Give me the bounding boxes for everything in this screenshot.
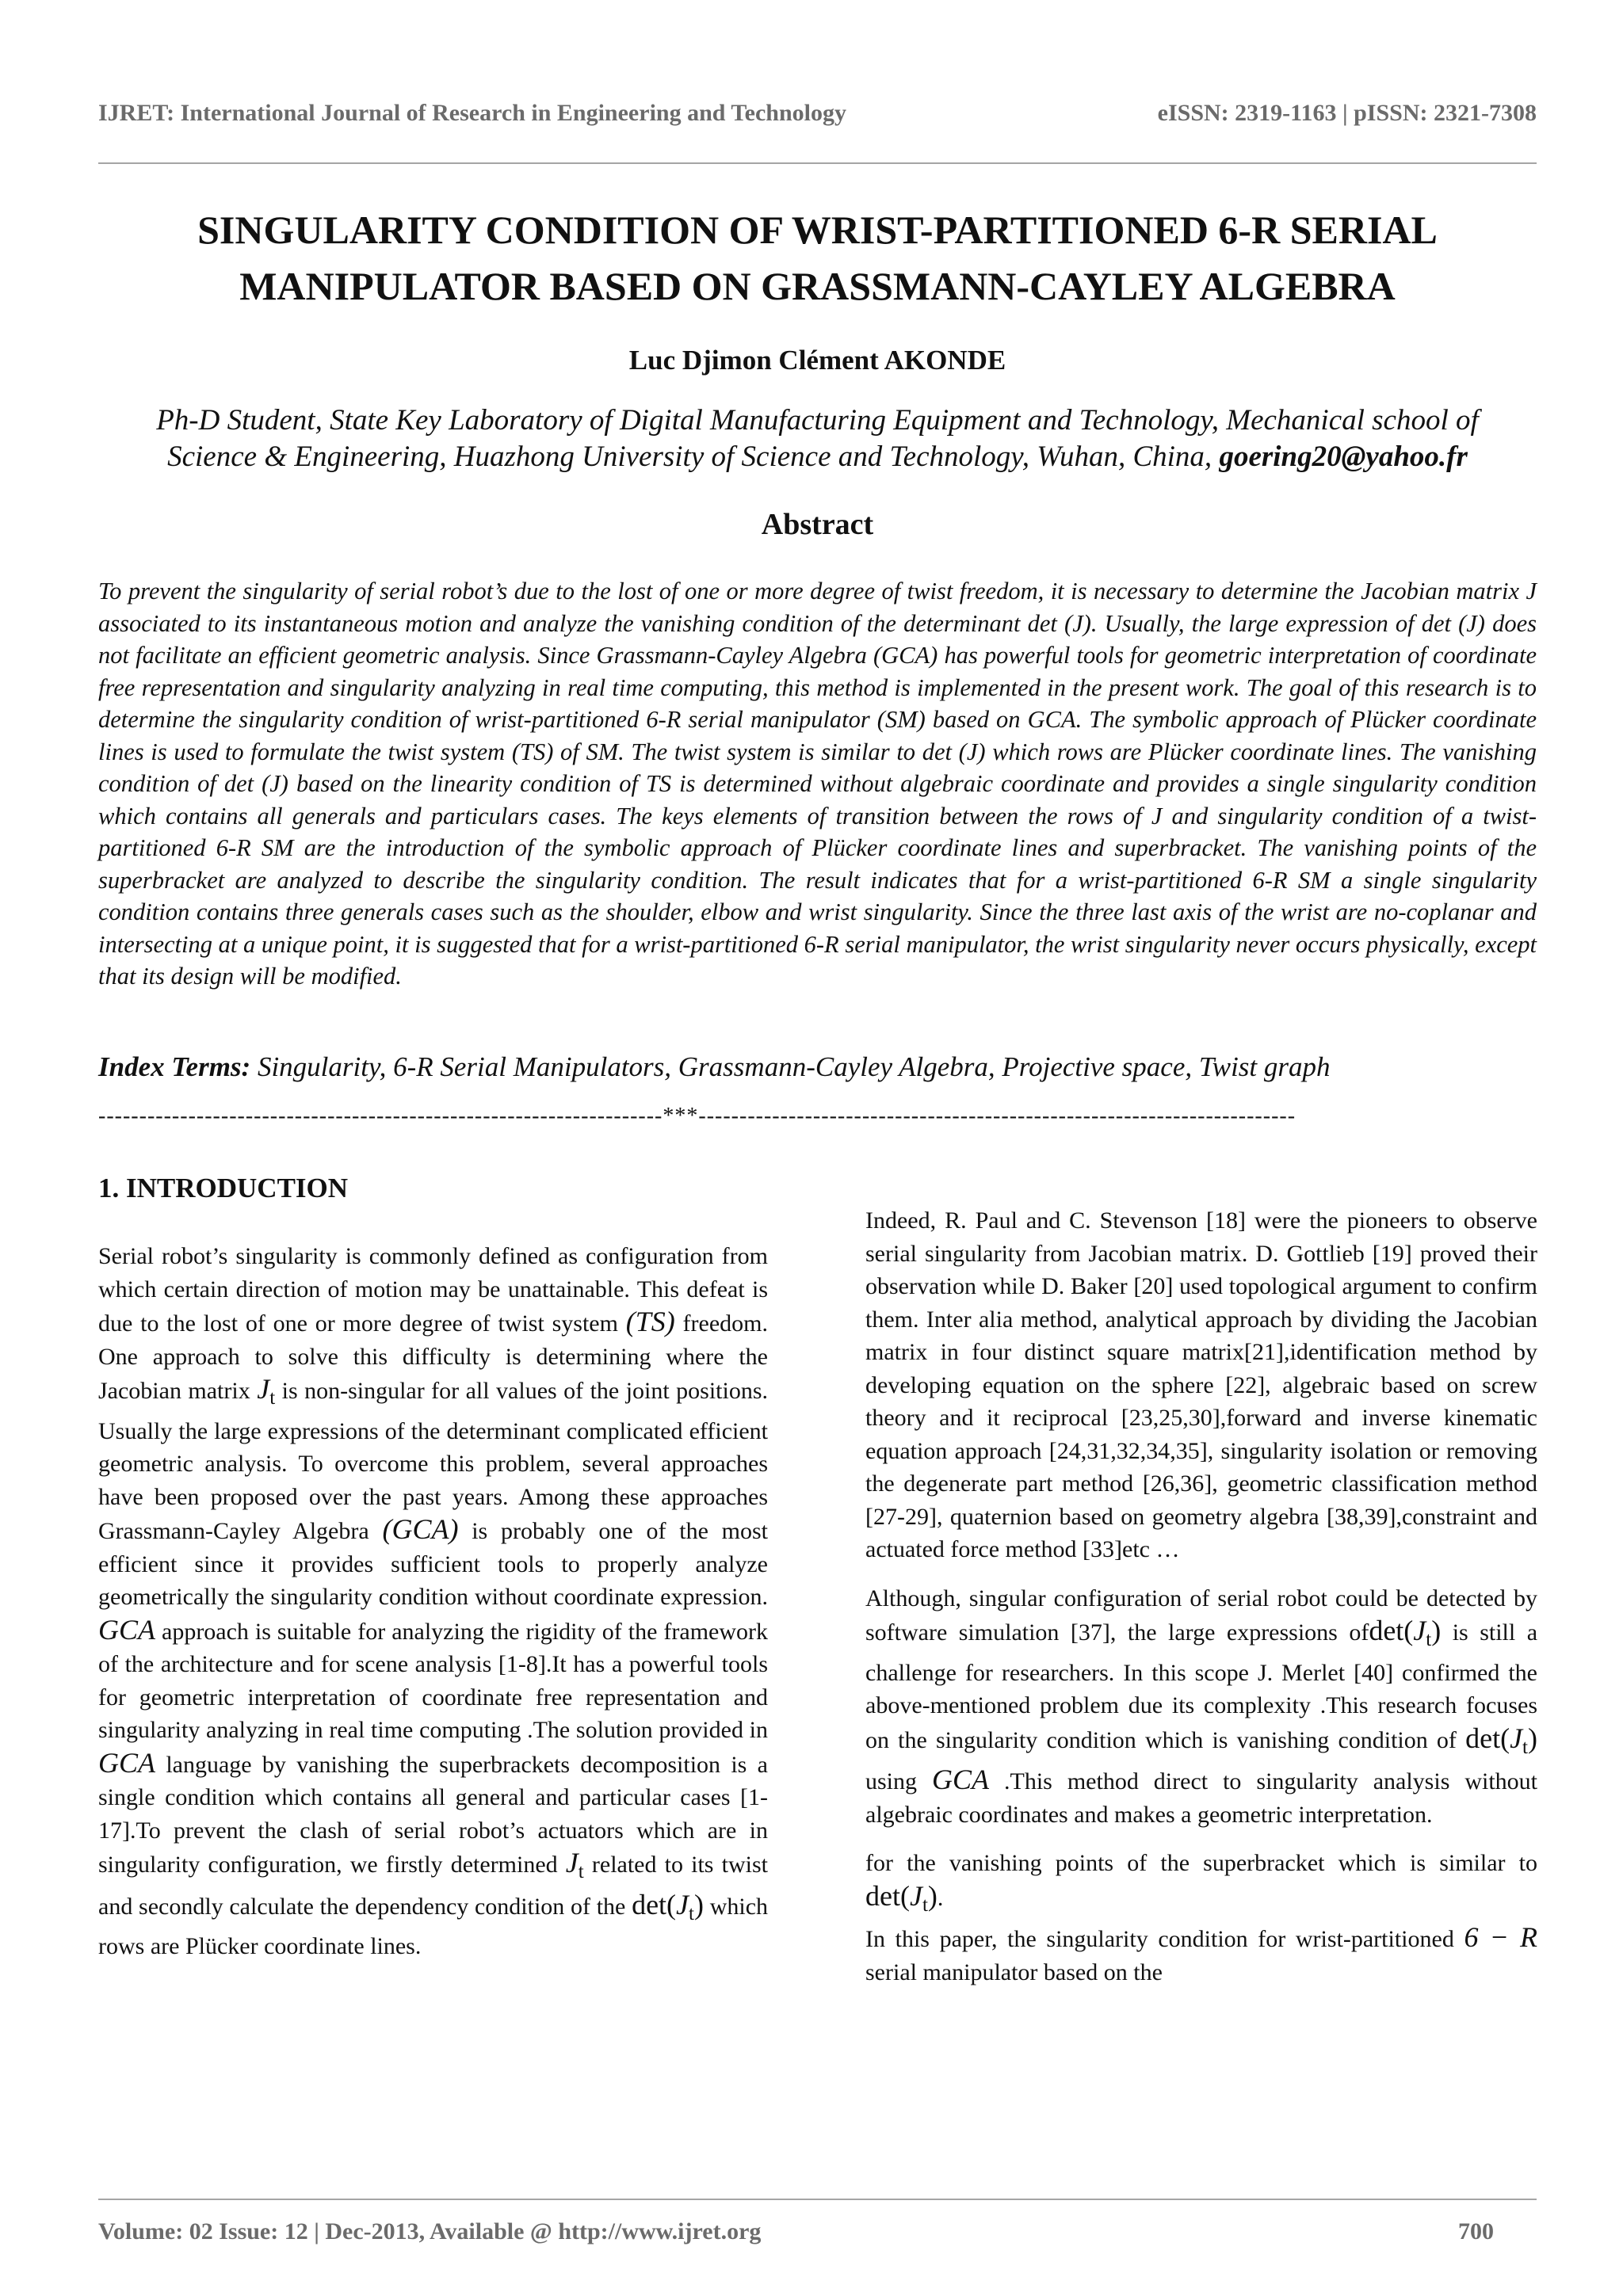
math-gca: GCA: [98, 1746, 155, 1779]
math-det: det(: [632, 1888, 677, 1920]
math-subscript: t: [578, 1861, 584, 1882]
title-line-1: SINGULARITY CONDITION OF WRIST-PARTITIONED 6-R SERIAL: [197, 208, 1438, 252]
abstract-heading: Abstract: [761, 508, 874, 541]
title-line-2: MANIPULATOR BASED ON GRASSMANN-CAYLEY ALGEBRA: [239, 264, 1396, 308]
text-run: .This method direct to singularity analysis without algebraic coordinates and makes a geometric interpretation.: [865, 1768, 1538, 1828]
author-name: Luc Djimon Clément AKONDE: [628, 345, 1006, 376]
separator-dashes-right: -------------------------------------------------------------------------: [698, 1104, 1296, 1128]
issn: eISSN: 2319-1163 | pISSN: 2321-7308: [1157, 100, 1537, 126]
paragraph: Indeed, R. Paul and C. Stevenson [18] were the pioneers to observe serial singularity from Jacobian matrix. D. Gottlieb [19] proved their observation while D. Baker [20] used topological argument to confirm them. Inter alia method, analytical approach by dividing the Jacobian matrix in four distinct square matrix[21],identification method by developing equation on the sphere [22], algebraic based on screw theory and it reciprocal [23,25,30],forward and inverse kinematic equation approach [24,31,32,34,35], singularity isolation or removing the degenerate part method [26,36], geometric classification method [27-29], quaternion based on geometry algebra [38,39],constraint and actuated force method [33]etc …: [865, 1207, 1537, 1562]
math-jt: J: [1510, 1722, 1523, 1754]
text-run: is still a challenge for researchers. In this scope J. Merlet [40] confirmed the above-mentioned problem due its complexity .This research focuses on the singularity condition which is vanishing condition of: [865, 1619, 1538, 1753]
separator-dashes-left: ---------------------------------------------------------------------: [98, 1104, 663, 1128]
author-email: goering20@yahoo.fr: [1219, 441, 1468, 473]
math-paren: ): [693, 1888, 704, 1920]
affiliation-line-2: [98, 439, 1537, 475]
math-subscript: t: [269, 1387, 276, 1409]
text-run: language by vanishing the superbrackets decomposition is a single condition which contains all general and particular cases [1-17].To prevent the clash of serial robot’s actuators which are in singularity configuration, we firstly determined: [98, 1751, 768, 1878]
separator-mark: ***: [663, 1104, 699, 1128]
math-det: det(: [1465, 1722, 1510, 1754]
math-jt: J: [1413, 1615, 1426, 1646]
text-run: In this paper, the singularity condition for wrist-partitioned: [865, 1926, 1454, 1952]
math-paren: ): [1528, 1722, 1537, 1754]
math-jt: J: [565, 1847, 579, 1878]
section-separator: [98, 1104, 1537, 1129]
abstract-body: To prevent the singularity of serial robot’s due to the lost of one or more degree of twist freedom, it is necessary to determine the Jacobian matrix J associated to its instantaneous motion and analyze the vanishing condition of the determinant det (J). Usually, the large expression of det (J) does not facilitate an efficient geometric analysis. Since Grassmann-Cayley Algebra (GCA) has powerful tools for geometric interpretation of coordinate free representation and singularity analyzing in real time computing, this method is implemented in the present work. The goal of this research is to determine the singularity condition of wrist-partitioned 6-R serial manipulator (SM) based on GCA. The symbolic approach of Plücker coordinate lines is used to formulate the twist system (TS) of SM. The twist system is similar to det (J) which rows are Plücker coordinate lines. The vanishing condition of det (J) based on the linearity condition of TS is determined without algebraic coordinate and provides a single singularity condition which contains all generals and particulars cases. The keys elements of transition between the rows of J and singularity condition of a twist-partitioned 6-R SM are the introduction of the symbolic approach of Plücker coordinate lines and superbracket. The vanishing points of the superbracket are analyzed to describe the singularity condition. The result indicates that for a wrist-partitioned 6-R SM a single singularity condition contains three generals cases such as the shoulder, elbow and wrist singularity. Since the three last axis of the wrist are no-coplanar and intersecting at a unique point, it is suggested that for a wrist-partitioned 6-R serial manipulator, the wrist singularity never occurs physically, except that its design will be modified.: [98, 578, 1537, 990]
math-jt: J: [257, 1373, 270, 1405]
text-run: is probably one of the most efficient since it provides sufficient tools to properly analyze geometrically the singularity condition without coordinate expression.: [98, 1518, 769, 1610]
text-run: is non-singular for all values of the joint positions. Usually the large expressions of the determinant complicated efficient geometric analysis. To overcome this problem, several approaches have been proposed over the past years. Among these approaches Grassmann-Cayley Algebra: [98, 1378, 769, 1544]
math-gca: GCA: [932, 1764, 990, 1795]
text-run: approach is suitable for analyzing the rigidity of the framework of the architecture and for scene analysis [1-8].It has a powerful tools for geometric interpretation of coordinate free representation and singularity analyzing in real time computing .The solution provided in: [98, 1618, 769, 1743]
header-divider: [98, 162, 1537, 164]
paragraph: [865, 1847, 1537, 1989]
math-det: det(: [1369, 1615, 1414, 1646]
paragraph: [865, 1582, 1537, 1832]
footer-divider: [98, 2199, 1537, 2200]
math-paren: ): [1431, 1615, 1442, 1646]
right-column: [865, 1204, 1537, 2004]
math-subscript: t: [922, 1894, 928, 1916]
math-paren: ): [927, 1879, 938, 1912]
text-run: for the vanishing points of the superbracket which is similar to: [865, 1850, 1537, 1876]
text-run: serial manipulator based on the: [865, 1958, 1163, 1985]
math-ts: (TS): [625, 1306, 675, 1337]
text-run: Although, singular configuration of serial robot could be detected by software simulation [37], the large expressions of: [865, 1585, 1537, 1646]
text-run: related to its twist and secondly calculate the dependency condition of the: [98, 1852, 768, 1920]
intro-paragraph: [98, 1240, 768, 1963]
footer-volume-info: Volume: 02 Issue: 12 | Dec-2013, Available @ http://www.ijret.org: [98, 2218, 762, 2245]
affiliation-line-2-text: Science & Engineering, Huazhong University of Science and Technology, Wuhan, China,: [167, 441, 1212, 473]
index-terms-label: Index Terms:: [98, 1051, 251, 1082]
math-6r: 6 − R: [1464, 1921, 1537, 1953]
math-gca: (GCA): [382, 1513, 459, 1545]
running-header: [98, 95, 1537, 136]
math-subscript: t: [689, 1902, 694, 1924]
text-run: freedom. One approach to solve this difficulty is determining where the Jacobian matrix: [98, 1310, 768, 1404]
affiliation-line-1: Ph-D Student, State Key Laboratory of Digital Manufacturing Equipment and Technology, Mechanical school of: [156, 404, 1479, 437]
text-run: Serial robot’s singularity is commonly defined as configuration from which certain direction of motion may be unattainable. This defeat is due to the lost of one or more degree of twist system: [98, 1243, 768, 1337]
math-subscript: t: [1522, 1736, 1528, 1758]
paper-title: [98, 202, 1537, 315]
math-gca: GCA: [98, 1613, 155, 1646]
math-jt: J: [909, 1879, 922, 1912]
index-terms: [98, 1051, 1537, 1083]
text-run: .: [937, 1884, 944, 1911]
index-terms-text: Singularity, 6-R Serial Manipulators, Grassmann-Cayley Algebra, Projective space, Twist graph: [257, 1051, 1331, 1082]
math-det: det(: [865, 1879, 910, 1912]
text-run: using: [865, 1768, 918, 1794]
text-run: which rows are Plücker coordinate lines.: [98, 1893, 769, 1959]
affiliation: [98, 402, 1537, 475]
journal-name: IJRET: International Journal of Research in Engineering and Technology: [98, 100, 847, 126]
left-column: [98, 1240, 768, 1979]
page-number: 700: [1458, 2218, 1494, 2245]
section-heading: 1. INTRODUCTION: [98, 1173, 349, 1203]
math-jt: J: [676, 1888, 689, 1920]
math-subscript: t: [1426, 1629, 1432, 1650]
